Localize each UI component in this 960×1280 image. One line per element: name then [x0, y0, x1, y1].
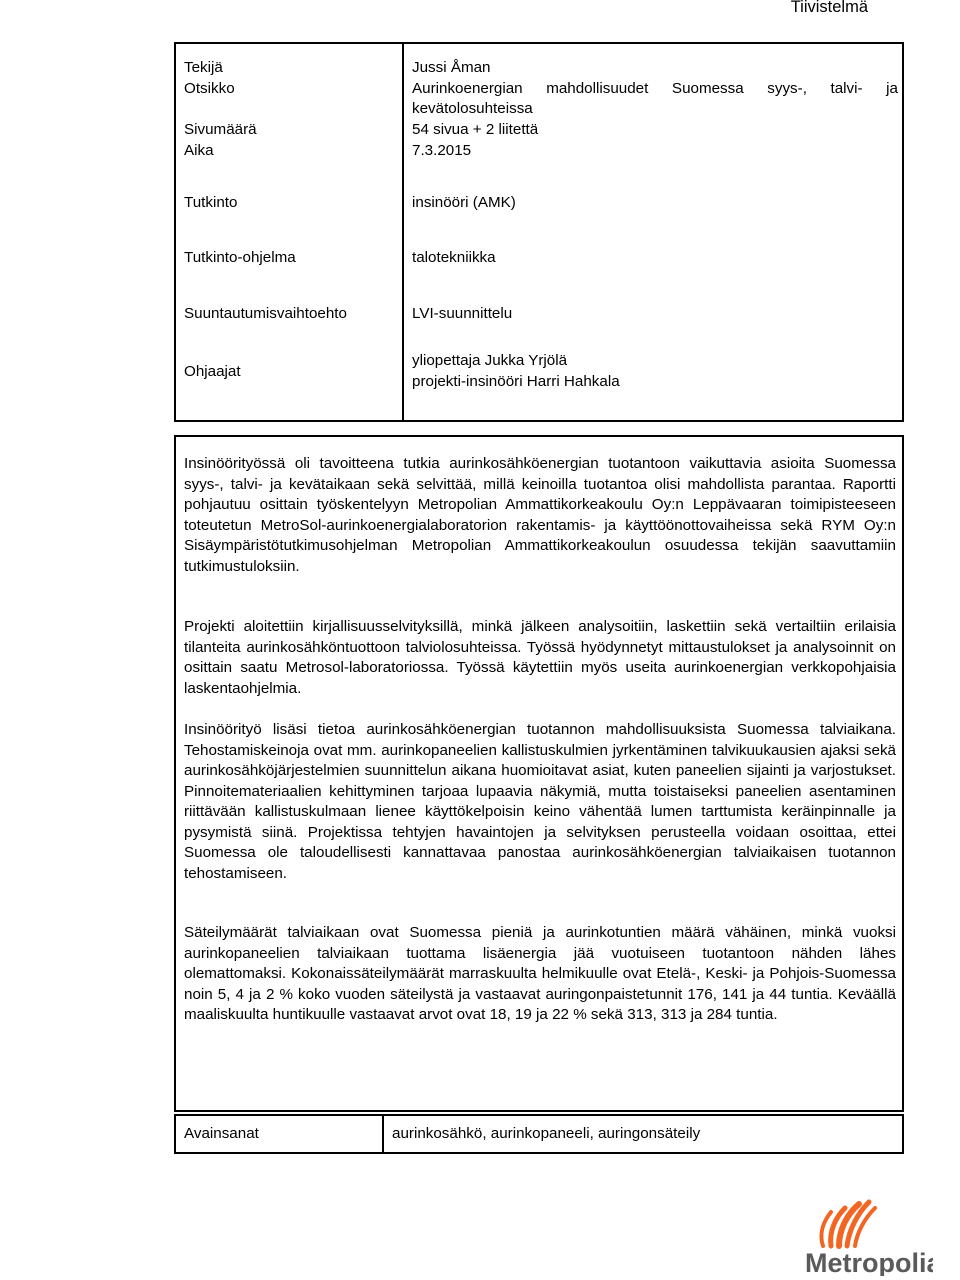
date-value: 7.3.2015	[412, 142, 472, 159]
abstract-paragraph-1: Insinöörityössä oli tavoitteena tutkia aurinkosähköenergian tuotantoon vaikuttavia asioita Suomessa syys-, talvi- ja kevätaikaan sekä selvittää, millä keinoilla tuotantoa olisi mahdollista parantaa. Raportti pohjautuu osittain työskentelyyn Metropolian Ammattikorkeakoulu Oy:n Leppävaaran toimipisteeseen toteutetun MetroSol-aurinkoenergialaboratorion rakentamis- ja käyttöönottovaiheissa sekä RYM Oy:n Sisäympäristötutkimusohjelman Metropolian Ammattikorkeakoulun osuudessa tekijän saavuttamiin tutkimustuloksiin.	[184, 455, 896, 575]
author-label: Tekijä	[184, 59, 223, 76]
programme-value: talotekniikka	[412, 249, 496, 266]
title-value-line1: Aurinkoenergian mahdollisuudet Suomessa syys-, talvi- ja	[412, 80, 898, 97]
keywords-table	[174, 1114, 904, 1154]
logo-wordmark: Metropolia	[805, 1248, 933, 1276]
metropolia-logo	[793, 1188, 933, 1276]
degree-label: Tutkinto	[184, 194, 238, 211]
info-table	[174, 42, 904, 422]
supervisor-1: yliopettaja Jukka Yrjölä	[412, 352, 568, 369]
abstract-paragraph-3: Insinöörityö lisäsi tietoa aurinkosähköenergian tuotannon mahdollisuuksista Suomessa talviaikana. Tehostamiskeinoja ovat mm. aurinkopaneelien kallistuskulmien jyrkentäminen talvikuukausien ajaksi sekä aurinkosähköjärjestelmien suunnittelun aikana huomioitavat asiat, kuten paneelien sijainti ja varjostukset. Pinnoitemateriaalien kehittyminen tarjoaa lupaavia näkymiä, mutta toistaiseksi paneelien asentaminen riittävään kallistuskulmaan lienee käyttökelpoisin keino vähentää lumen tarttumista keräinpinnalle ja pysymistä siinä. Projektissa tehtyjen havaintojen ja selvityksen perusteella voidaan osoittaa, ettei Suomessa ole taloudellisesti kannattavaa panostaa aurinkosähköenergian talviaikaisen tuotannon tehostamiseen.	[184, 721, 896, 882]
info-table-divider	[402, 44, 404, 420]
supervisors-label: Ohjaajat	[184, 363, 241, 380]
title-value-line2: kevätolosuhteissa	[412, 100, 533, 117]
title-label: Otsikko	[184, 80, 235, 97]
abstract-paragraph-4: Säteilymäärät talviaikaan ovat Suomessa pieniä ja aurinkotuntien määrä vähäinen, minkä vuoksi aurinkopaneelien talviaikaan tuottama lisäenergia jää vuotuiseen tuotantoon nähden lähes olemattomaksi. Kokonaissäteilymäärät marraskuulta helmikuulle ovat Etelä-, Keski- ja Pohjois-Suomessa noin 5, 4 ja 2 % koko vuoden säteilystä ja vastaavat auringonpaistetunnit 176, 141 ja 44 tuntia. Keväällä maaliskuulta huntikuulle vastaavat arvot ovat 18, 19 ja 22 % sekä 313, 313 ja 284 tuntia.	[184, 924, 896, 1023]
metropolia-logo-mark-icon	[793, 1188, 933, 1276]
date-label: Aika	[184, 142, 214, 159]
supervisor-2: projekti-insinööri Harri Hahkala	[412, 373, 620, 390]
degree-value: insinööri (AMK)	[412, 194, 516, 211]
pages-label: Sivumäärä	[184, 121, 257, 138]
keywords-label: Avainsanat	[184, 1125, 259, 1142]
specialisation-label: Suuntautumisvaihtoehto	[184, 305, 347, 322]
keywords-value: aurinkosähkö, aurinkopaneeli, auringonsäteily	[392, 1125, 701, 1142]
abstract-box	[174, 435, 904, 1112]
author-value: Jussi Åman	[412, 59, 491, 76]
document-header-title: Tiivistelmä	[790, 0, 868, 16]
abstract-paragraph-2: Projekti aloitettiin kirjallisuusselvityksillä, minkä jälkeen analysoitiin, laskettiin sekä vertailtiin erilaisia tilanteita aurinkosähköntuottoon talviolosuhteissa. Työssä hyödynnetyt mittaustulokset ja analysoinnit on osittain saatu Metrosol-laboratoriossa. Työssä käytettiin myös useita aurinkoenergian verkkopohjaisia laskentaohjelmia.	[184, 618, 896, 697]
specialisation-value: LVI-suunnittelu	[412, 305, 513, 322]
pages-value: 54 sivua + 2 liitettä	[412, 121, 539, 138]
programme-label: Tutkinto-ohjelma	[184, 249, 296, 266]
keywords-divider	[382, 1116, 384, 1152]
